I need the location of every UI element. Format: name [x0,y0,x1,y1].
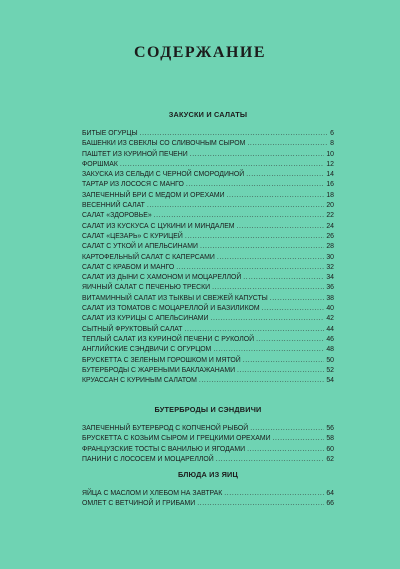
section-sandwiches [82,405,334,465]
dot-leader [147,201,324,211]
entry-title: КРУАССАН С КУРИНЫМ САЛАТОМ [82,377,197,385]
entry-list [82,129,334,386]
dot-leader [247,139,328,149]
entry-title: БИТЫЕ ОГУРЦЫ [82,130,138,137]
entry-list [82,489,334,510]
section-title: БУТЕРБРОДЫ И СЭНДВИЧИ [154,405,262,414]
dot-leader [256,335,324,345]
page-number: 50 [326,356,334,364]
toc-entry[interactable] [82,376,334,386]
page-number: 64 [326,490,334,497]
toc-entry[interactable] [82,356,334,366]
page-number: 30 [326,253,334,261]
entry-title: БРУСКЕТТА С КОЗЬИМ СЫРОМ И ГРЕЦКИМИ ОРЕХАМИ [82,435,271,443]
toc-entry[interactable] [82,253,334,263]
toc-entry[interactable] [82,445,334,455]
dot-leader [273,434,325,444]
toc-entry[interactable] [82,129,334,139]
toc-entry[interactable] [82,222,334,232]
toc-entry[interactable] [82,434,334,444]
entry-title: ВЕСЕННИЙ САЛАТ [82,202,145,210]
page-number: 34 [326,274,334,282]
page-number: 52 [326,366,334,374]
page-number: 62 [326,455,334,463]
page-number: 6 [330,130,334,137]
dot-leader [185,232,325,242]
section-egg-dishes [82,470,334,510]
page-number: 26 [326,232,334,240]
entry-title: САЛАТ С КРАБОМ И МАНГО [82,263,175,271]
dot-leader [200,242,324,252]
page-number: 36 [326,284,334,292]
dot-leader [237,222,325,232]
dot-leader [199,376,324,386]
entry-title: ТАРТАР ИЗ ЛОСОСЯ С МАНГО [82,181,184,189]
dot-leader [243,356,325,366]
page-number: 22 [326,212,334,220]
entry-title: ТЕПЛЫЙ САЛАТ ИЗ КУРИНОЙ ПЕЧЕНИ С РУКОЛОЙ [82,335,255,343]
page-number: 24 [326,222,334,230]
toc-entry[interactable] [82,273,334,283]
page-number: 54 [326,377,334,385]
entry-title: САЛАТ ИЗ КУСКУСА С ЦУКИНИ И МИНДАЛЕМ [82,222,235,230]
dot-leader [224,489,324,499]
page-number: 16 [326,181,334,189]
entry-title: КАРТОФЕЛЬНЫЙ САЛАТ С КАПЕРСАМИ [82,253,215,261]
entry-title: ВИТАМИННЫЙ САЛАТ ИЗ ТЫКВЫ И СВЕЖЕЙ КАПУСТЫ [82,294,268,302]
dot-leader [237,366,324,376]
toc-entry[interactable] [82,201,334,211]
entry-list [82,424,334,465]
toc-entry[interactable] [82,335,334,345]
entry-title: БУТЕРБРОДЫ С ЖАРЕНЫМИ БАКЛАЖАНАМИ [82,366,236,374]
entry-title: ФОРШМАК [82,160,118,168]
dot-leader [217,253,324,263]
dot-leader [246,170,324,180]
entry-title: ЗАПЕЧЕННЫЙ БУТЕРБРОД С КОПЧЕНОЙ РЫБОЙ [82,425,249,432]
toc-entry[interactable] [82,150,334,160]
dot-leader [176,263,324,273]
dot-leader [197,499,324,509]
page-number: 58 [326,435,334,443]
dot-leader [186,180,325,190]
page-number: 38 [326,294,334,302]
dot-leader [262,304,325,314]
toc-entry[interactable] [82,455,334,465]
page-number: 48 [326,346,334,354]
dot-leader [212,283,324,293]
toc-entry[interactable] [82,283,334,293]
page-number: 28 [326,243,334,251]
section-appetizers-salads [82,110,334,386]
page-number: 18 [326,191,334,199]
page-number: 20 [326,202,334,210]
entry-title: ЗАКУСКА ИЗ СЕЛЬДИ С ЧЕРНОЙ СМОРОДИНОЙ [82,171,245,179]
entry-title: БРУСКЕТТА С ЗЕЛЕНЫМ ГОРОШКОМ И МЯТОЙ [82,356,241,364]
page-number: 8 [330,140,334,148]
dot-leader [154,211,325,221]
entry-title: САЛАТ ИЗ ДЫНИ С ХАМОНОМ И МОЦАРЕЛЛОЙ [82,274,242,282]
dot-leader [185,325,325,335]
entry-title: САЛАТ ИЗ ТОМАТОВ С МОЦАРЕЛЛОЙ И БАЗИЛИКОМ [82,305,260,313]
dot-leader [210,314,324,324]
page-number: 32 [326,263,334,271]
toc-entry[interactable] [82,160,334,170]
toc-entry[interactable] [82,191,334,201]
entry-title: АНГЛИЙСКИЕ СЭНДВИЧИ С ОГУРЦОМ [82,346,212,354]
page-number: 12 [326,160,334,168]
page-number: 44 [326,325,334,333]
section-title: БЛЮДА ИЗ ЯИЦ [177,470,239,479]
toc-entry[interactable] [82,139,334,149]
toc-entry[interactable] [82,242,334,252]
page-title: СОДЕРЖАНИЕ [133,44,267,61]
dot-leader [243,273,324,283]
page-number: 14 [326,171,334,179]
entry-title: ПАШТЕТ ИЗ КУРИНОЙ ПЕЧЕНИ [82,150,188,158]
toc-entry[interactable] [82,499,334,509]
page-number: 66 [326,500,334,508]
entry-title: САЛАТ «ЗДОРОВЬЕ» [82,212,152,220]
entry-title: ЗАПЕЧЕННЫЙ БРИ С МЕДОМ И ОРЕХАМИ [82,191,225,199]
page-number: 42 [326,315,334,323]
section-title: ЗАКУСКИ И САЛАТЫ [168,110,248,119]
dot-leader [190,150,325,160]
entry-title: ЯЙЦА С МАСЛОМ И ХЛЕБОМ НА ЗАВТРАК [82,490,223,497]
entry-title: САЛАТ «ЦЕЗАРЬ» С КУРИЦЕЙ [82,232,183,240]
page-number: 56 [326,425,334,432]
dot-leader [250,424,324,434]
toc-entry[interactable] [82,304,334,314]
entry-title: ФРАНЦУЗСКИЕ ТОСТЫ С ВАНИЛЬЮ И ЯГОДАМИ [82,445,246,453]
entry-title: БАШЕНКИ ИЗ СВЕКЛЫ СО СЛИВОЧНЫМ СЫРОМ [82,140,246,148]
entry-title: ПАНИНИ С ЛОСОСЕМ И МОЦАРЕЛЛОЙ [82,455,214,463]
entry-title: СЫТНЫЙ ФРУКТОВЫЙ САЛАТ [82,325,183,333]
dot-leader [213,345,324,355]
dot-leader [270,294,325,304]
dot-leader [120,160,324,170]
toc-entry[interactable] [82,294,334,304]
entry-title: САЛАТ ИЗ КУРИЦЫ С АПЕЛЬСИНАМИ [82,315,209,323]
entry-title: САЛАТ С УТКОЙ И АПЕЛЬСИНАМИ [82,243,198,251]
toc-entry[interactable] [82,325,334,335]
toc-entry[interactable] [82,366,334,376]
toc-entry[interactable] [82,314,334,324]
dot-leader [140,129,329,139]
toc-entry[interactable] [82,170,334,180]
page-number: 10 [326,150,334,158]
toc-entry[interactable] [82,345,334,355]
page-number: 60 [326,445,334,453]
toc-entry[interactable] [82,232,334,242]
entry-title: ОМЛЕТ С ВЕТЧИНОЙ И ГРИБАМИ [82,500,196,508]
dot-leader [227,191,325,201]
page-number: 40 [326,305,334,313]
dot-leader [247,445,324,455]
toc-entry[interactable] [82,211,334,221]
toc-entry[interactable] [82,424,334,434]
toc-entry[interactable] [82,489,334,499]
entry-title: ЯИЧНЫЙ САЛАТ С ПЕЧЕНЬЮ ТРЕСКИ [82,284,211,292]
toc-entry[interactable] [82,263,334,273]
dot-leader [216,455,325,465]
toc-entry[interactable] [82,180,334,190]
page-number: 46 [326,335,334,343]
